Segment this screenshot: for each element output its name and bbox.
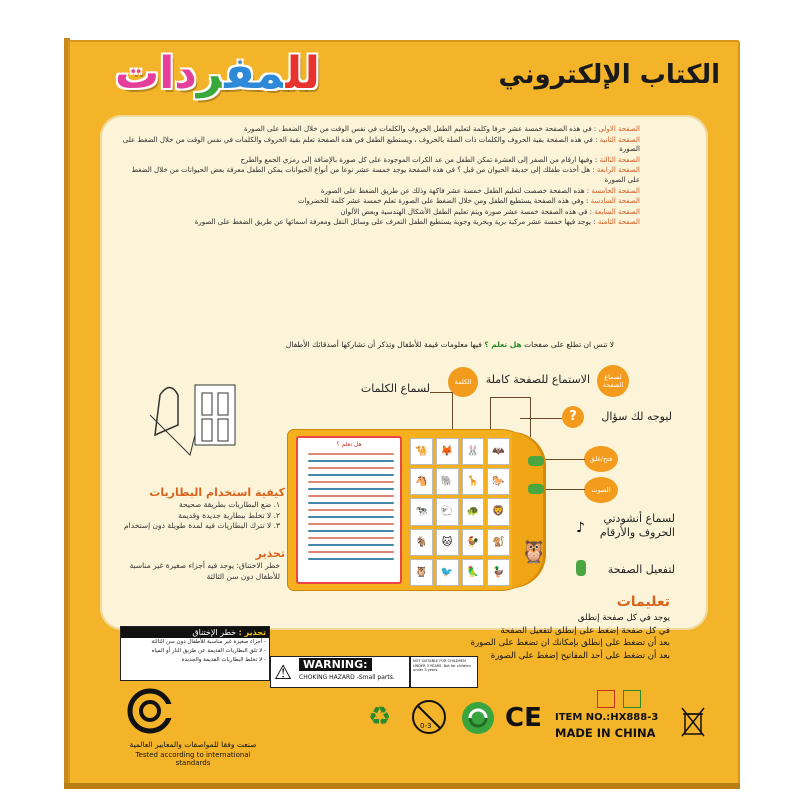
note-highlight: هل تعلم ؟ [484, 340, 522, 349]
page-desc-label: الصفحة السابعة [594, 207, 640, 216]
grid-cell: 🐦 [436, 559, 459, 586]
warning-text: خطر الاختناق: يوجد فيه أجزاء صغيرة غير مناسبة للأطفال دون سن الثالثة [129, 561, 280, 581]
device-picture-grid [410, 438, 510, 586]
question-bubble: ? [562, 406, 584, 428]
callout-question: ليوجه لك سؤال [601, 410, 672, 423]
leader-line [490, 397, 530, 398]
page-desc-label: الصفحة الثانية [599, 135, 640, 144]
page-desc-label: الصفحة الخامسة [591, 186, 640, 195]
note-after: فيها معلومات قيمة للأطفال وتذكر أن تشاركها أصدقائك الأطفال [285, 340, 482, 349]
grid-cell: 🦇 [487, 438, 510, 465]
word-bubble: الكلمة [448, 367, 478, 397]
grid-cell: 🐑 [436, 498, 459, 525]
battery-item: ٣. لا تترك البطاريات فيه لمدة طويلة دون إستخدام [124, 521, 280, 530]
warning-title: تحذير [255, 547, 285, 560]
grid-cell: 🦁 [487, 498, 510, 525]
page-desc [120, 125, 640, 135]
leader-line [430, 392, 452, 393]
instruction-item: بعد أن تضغط على إنطلق بإمكانك ان تضغط على الصورة [470, 638, 670, 648]
standards-text-english: Tested according to international standards [135, 751, 251, 767]
grid-cell: 🦉 [410, 559, 433, 586]
arabic-warning-box [120, 626, 270, 681]
note-before: لا تنس ان تطلع على صفحات [524, 340, 615, 349]
grid-cell: 🦜 [462, 559, 485, 586]
title-part-3: ر [196, 48, 225, 99]
made-in: MADE IN CHINA [555, 726, 656, 740]
age-label: 0-3 [420, 722, 432, 730]
warning-box-line: - لا تخلط البطاريات القديمة والجديدة [181, 657, 266, 663]
title-part-4: دات [115, 48, 197, 99]
page-desc [120, 187, 640, 197]
warning-box-header-label: تحذير : [238, 628, 266, 637]
title-small: الكتاب الإلكتروني [498, 60, 720, 90]
page-desc-label: الصفحة الاولى [598, 125, 640, 133]
callout-activate: لتفعيل الصفحة [607, 563, 675, 576]
color-check-box [623, 690, 641, 708]
instructions-title: تعليمات [616, 594, 670, 610]
grid-cell: 🐰 [462, 438, 485, 465]
green-dot-icon [460, 700, 496, 736]
grid-cell: 🐴 [410, 468, 433, 495]
warning-box-line: - أجزاء صغيرة غير مناسبة للأطفال دون سن الثالثة [151, 639, 266, 645]
device-page-header: هل تعلم ؟ [336, 441, 362, 448]
page-desc-text: : في هذه الصفحة بقية الحروف والكلمات ذات الصلة بالحروف ، ويستطيع الطفل في هذه الصفحة تعلم بقية الحروف والكلمات في نفس الوقت من خلال الضغط على الصورة [122, 135, 640, 154]
page-desc [120, 218, 640, 228]
page-desc-text: : هذه الصفحة خصصت لتعليم الطفل خمسة عشر فاكهة وذلك عن طريق الضغط على الصورة [320, 186, 590, 195]
page-desc-text: : وفيها ارقام من الصفر إلى العشرة تمكن الطفل من عد الكرات الموجودة على كل صورة بالإضافة إلى رمزي الجمع والطرح [240, 155, 598, 164]
leader-line [545, 489, 585, 490]
leader-line [530, 397, 531, 437]
battery-list [120, 500, 280, 532]
page-desc-label: الصفحة السادسة [590, 197, 640, 206]
weee-bin-icon [680, 706, 706, 738]
recycle-icon: ♻ [368, 702, 392, 732]
grid-cell: 🐄 [410, 498, 433, 525]
color-check-box [597, 690, 615, 708]
device-page [296, 436, 402, 584]
grid-cell: 🐪 [410, 438, 433, 465]
page-desc-text: : وفي هذه الصفحة يستطيع الطفل ومن خلال الضغط على الصورة تعلم خمسة عشر كلمة للخضروات [297, 197, 589, 206]
page-desc-label: الصفحة الرابعة [596, 166, 640, 175]
page-desc [120, 156, 640, 166]
callout-full-page: الاستماع للصفحة كاملة [485, 373, 590, 386]
battery-item: ٢. لا تخلط ببطارية جديدة وقديمة [178, 510, 280, 520]
volume-bubble: الصوت [584, 477, 618, 503]
instructions-list [430, 612, 670, 662]
full-page-bubble: لسماع الصفحة [597, 365, 629, 397]
battery-item: ١. ضع البطاريات بطريقة صحيحة [178, 500, 280, 509]
ce-mark: CE [505, 703, 542, 733]
grid-cell: 🐒 [487, 529, 510, 556]
page-desc-text: : في هذه الصفحة خمسة عشر حرفا وكلمة لتعليم الطفل الحروف والكلمات في نفس الوقت من خلال الضغط على الصورة [243, 125, 597, 133]
title-part-1: لل [285, 48, 320, 99]
warning-box-header-text: خطر الإختناق [192, 628, 237, 637]
page-desc-text: : هل أخذت طفلك إلى حديقة الحيوان من قبل ؟ في هذه الصفحة يوجد خمسة عشر نوعا من أنواع الحيوانات يمكن الطفل معرفة بعض الحيوانات من خلال الضغط على الصورة [131, 166, 640, 184]
leader-line [520, 418, 562, 419]
power-button [528, 456, 544, 466]
box-bottom-edge [64, 783, 740, 789]
choking-warning-label: WARNING: [299, 658, 372, 671]
choking-warning-box [270, 656, 410, 688]
grid-cell: 🐎 [487, 468, 510, 495]
activate-button [576, 560, 586, 576]
onoff-bubble: فتح/غلق [584, 446, 618, 472]
grid-cell: 🦆 [487, 559, 510, 586]
did-you-know-note [250, 340, 650, 352]
battery-illustration-icon [140, 375, 250, 475]
grid-cell: 🦊 [436, 438, 459, 465]
callout-anthem: لسماع أنشودتي الحروف والأرقام [599, 512, 675, 539]
page-desc [120, 208, 640, 218]
title-big [115, 48, 415, 112]
grid-cell: 🐱 [436, 529, 459, 556]
page-desc-text: : في هذه الصفحة خمسة عشر صورة ويتم تعليم الطفل الأشكال الهندسية وبعض الألوان [340, 207, 593, 216]
page-desc-text: : يوجد فيها خمسة عشر مركبة برية وبحرية وجوية يستطيع الطفل التعرف على وسائل النقل ومعرفة اسمائها عن طريق الضغط على الصورة [194, 218, 596, 227]
page-desc [120, 197, 640, 207]
grid-cell: 🐘 [436, 468, 459, 495]
page-desc [120, 166, 640, 185]
item-number: ITEM NO.:HX888-3 [555, 712, 659, 723]
grid-cell: 🐢 [462, 498, 485, 525]
pages-description [120, 125, 640, 355]
owl-mascot-icon: 🦉 [520, 540, 548, 565]
grid-cell: 🐓 [462, 529, 485, 556]
choking-warning-text: CHOKING HAZARD -Small parts. [299, 674, 395, 681]
page-desc [120, 136, 640, 155]
standards-text-arabic: صنعت وفقا للمواصفات والمعايير العالمية [129, 740, 257, 749]
no-under-3-icon [410, 698, 448, 736]
page-desc-label: الصفحة الثالثة [599, 155, 640, 164]
instruction-item: بعد أن تضغط على أحد المفاتيح إضغط على الصورة [490, 650, 670, 661]
callout-word: لسماع الكلمات [360, 382, 430, 395]
grid-cell: 🐐 [410, 529, 433, 556]
grid-cell: 🦒 [462, 468, 485, 495]
standards-logo-icon [125, 686, 175, 736]
warning-triangle-icon: ⚠ [274, 660, 292, 684]
battery-title: كيفية استخدام البطاريات [149, 486, 285, 499]
age-warning-box: NOT SUITABLE FOR CHILDREN UNDER 3 YEARS. Not for children under 3 years. [410, 656, 478, 688]
volume-button [528, 484, 544, 494]
title-part-2: مف [224, 48, 286, 99]
warning-box-line: - لا تلق البطاريات القديمة عن طريق النار أو المياه [151, 648, 266, 654]
page-desc-label: الصفحة الثامنة [597, 218, 640, 227]
music-note-icon: ♪ [576, 520, 585, 536]
leader-line [545, 459, 585, 460]
instruction-item: يوجد في كل صفحة إنطلق [577, 613, 670, 623]
instruction-item: في كل صفحة إضغط على إنطلق لتفعيل الصفحة [500, 625, 670, 636]
